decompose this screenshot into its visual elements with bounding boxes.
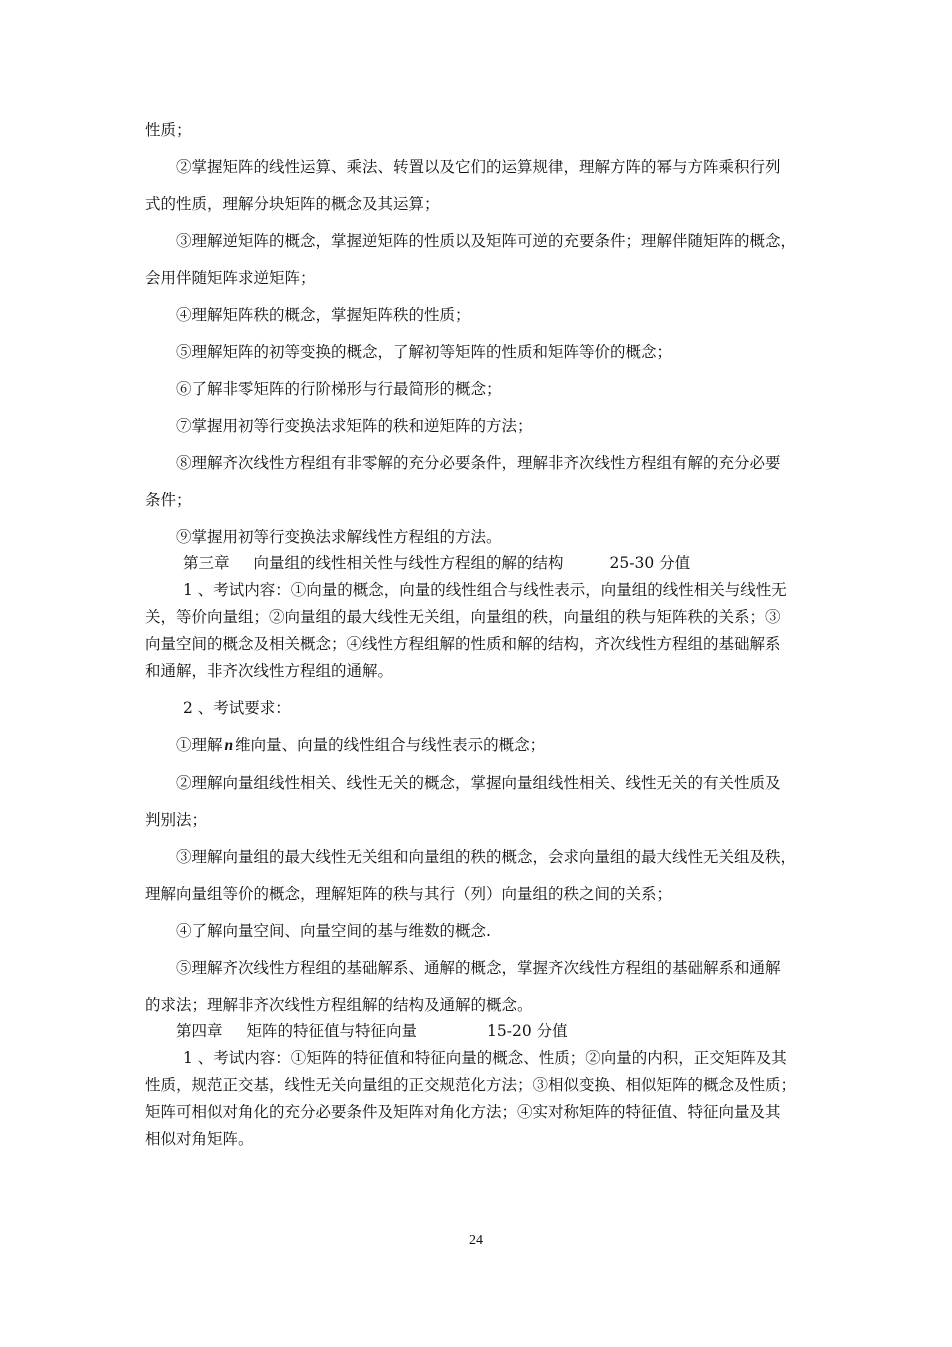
chapter-number: 第三章 <box>183 554 230 572</box>
text-line: ③理解逆矩阵的概念，掌握逆矩阵的性质以及矩阵可逆的充要条件；理解伴随矩阵的概念， <box>176 232 797 250</box>
text-line: 式的性质，理解分块矩阵的概念及其运算； <box>145 195 440 213</box>
page-number: 24 <box>469 1233 483 1248</box>
math-variable-n: n <box>224 737 234 754</box>
chapter-heading <box>145 1019 845 1043</box>
text-line: ②理解向量组线性相关、线性无关的概念，掌握向量组线性相关、线性无关的有关性质及 <box>176 774 781 792</box>
text-line: ⑥了解非零矩阵的行阶梯形与行最简形的概念； <box>176 380 502 398</box>
text-line: 1 、考试内容：①矩阵的特征值和特征向量的概念、性质；②向量的内积，正交矩阵及其 <box>183 1049 787 1067</box>
chapter-heading <box>145 551 845 575</box>
text-line <box>145 733 845 758</box>
text-line: 相似对角矩阵。 <box>145 1130 254 1148</box>
text-segment: 维向量、向量的线性组合与线性表示的概念； <box>235 736 546 754</box>
text-line: 向量空间的概念及相关概念；④线性方程组解的性质和解的结构，齐次线性方程组的基础解系 <box>145 635 781 653</box>
text-line: 判别法； <box>145 811 208 829</box>
text-line: 理解向量组等价的概念，理解矩阵的秩与其行（列）向量组的秩之间的关系； <box>145 885 673 903</box>
chapter-score: 25-30 分值 <box>609 554 691 572</box>
text-segment: ①理解 <box>176 736 223 754</box>
text-line: 条件； <box>145 491 192 509</box>
chapter-title: 向量组的线性相关性与线性方程组的解的结构 <box>253 554 564 572</box>
text-line: ④了解向量空间、向量空间的基与维数的概念. <box>176 922 491 940</box>
text-line: ⑨掌握用初等行变换法求解线性方程组的方法。 <box>176 528 502 546</box>
text-line: 的求法；理解非齐次线性方程组解的结构及通解的概念。 <box>145 996 533 1014</box>
text-line-content: ②掌握矩阵的线性运算、乘法、转置以及它们的运算规律，理解方阵的幂与方阵乘积行列 <box>176 158 781 176</box>
page-body <box>145 118 845 1151</box>
text-line: 矩阵可相似对角化的充分必要条件及矩阵对角化方法；④实对称矩阵的特征值、特征向量及其 <box>145 1103 781 1121</box>
text-line: 2 、考试要求： <box>183 699 291 717</box>
text-line: ⑧理解齐次线性方程组有非零解的充分必要条件，理解非齐次线性方程组有解的充分必要 <box>176 454 781 472</box>
text-line: ⑦掌握用初等行变换法求矩阵的秩和逆矩阵的方法； <box>176 417 533 435</box>
chapter-score: 15-20 分值 <box>487 1022 568 1040</box>
text-line: 1 、考试内容：①向量的概念，向量的线性组合与线性表示，向量组的线性相关与线性无 <box>183 581 787 599</box>
chapter-title: 矩阵的特征值与特征向量 <box>246 1022 418 1040</box>
text-line: 和通解，非齐次线性方程组的通解。 <box>145 662 394 680</box>
text-line: 性质，规范正交基，线性无关向量组的正交规范化方法；③相似变换、相似矩阵的概念及性质； <box>145 1076 797 1094</box>
text-line <box>145 155 845 179</box>
text-line: ⑤理解齐次线性方程组的基础解系、通解的概念，掌握齐次线性方程组的基础解系和通解 <box>176 959 781 977</box>
text-line: ⑤理解矩阵的初等变换的概念，了解初等矩阵的性质和矩阵等价的概念； <box>176 343 673 361</box>
text-line: ③理解向量组的最大线性无关组和向量组的秩的概念，会求向量组的最大线性无关组及秩， <box>176 848 797 866</box>
text-line: 关，等价向量组；②向量组的最大线性无关组，向量组的秩，向量组的秩与矩阵秩的关系；③ <box>145 608 781 626</box>
text-line: 会用伴随矩阵求逆矩阵； <box>145 269 316 287</box>
text-line: ④理解矩阵秩的概念，掌握矩阵秩的性质； <box>176 306 471 324</box>
chapter-number: 第四章 <box>176 1022 223 1040</box>
text-line: 性质； <box>145 121 192 139</box>
